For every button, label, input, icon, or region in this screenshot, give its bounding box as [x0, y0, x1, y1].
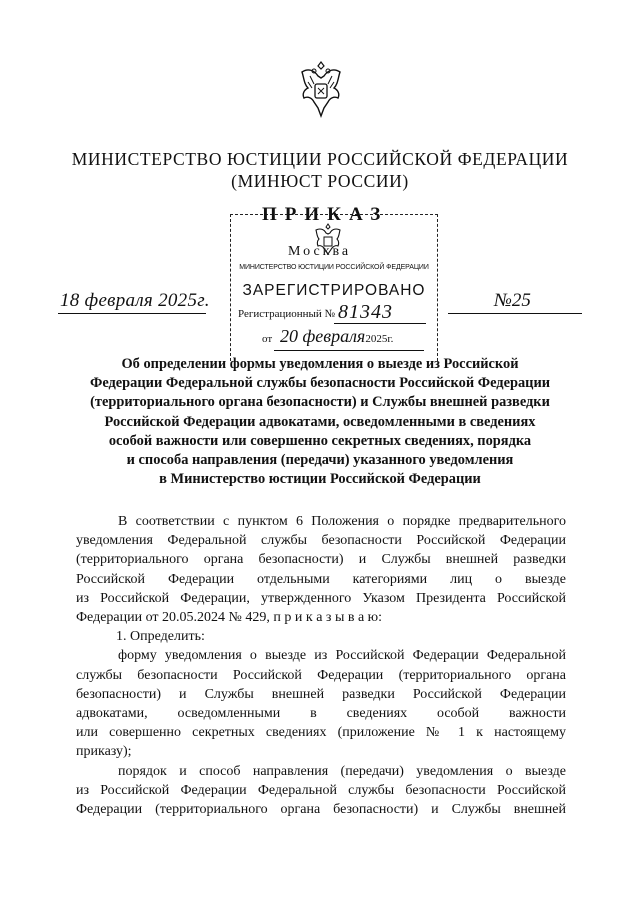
body-line: из Российской Федерации Федеральной службы безопасности Российской [76, 782, 566, 798]
item-heading: 1. Определить: [116, 629, 205, 645]
stamp-status: ЗАРЕГИСТРИРОВАНО [242, 282, 426, 299]
stamp-reg-date-underline [274, 350, 424, 351]
stamp-reg-number-underline [334, 323, 426, 324]
stamp-city: Москва [288, 244, 352, 259]
title-line: Российской Федерации адвокатами, осведомленными в сведениях [104, 413, 536, 430]
body-line: порядок и способ направления (передачи) уведомления о выезде [118, 763, 566, 779]
stamp-reg-label: Регистрационный № [238, 308, 336, 320]
title-line: особой важности или совершенно секретных сведениях, порядка [108, 432, 532, 449]
stamp-ministry: МИНИСТЕРСТВО ЮСТИЦИИ РОССИЙСКОЙ ФЕДЕРАЦИИ [239, 264, 429, 271]
document-type: ПРИКАЗ [262, 204, 389, 225]
order-date: 18 февраля 2025г. [60, 290, 210, 311]
stamp-date-label: от [262, 333, 273, 345]
body-line: приказу); [76, 744, 132, 760]
order-number: №25 [494, 290, 531, 311]
title-line: и способа направления (передачи) указанного уведомления [126, 452, 514, 469]
body-line: (территориального органа безопасности) и Службы внешней разведки [76, 552, 566, 568]
body-line: службы безопасности Российской Федерации (территориального органа [76, 667, 566, 683]
body-line: адвокатами, осведомленными в сведениях особой важности [76, 706, 566, 722]
order-title [60, 355, 580, 489]
order-body [76, 512, 566, 819]
body-line: уведомления Федеральной службы безопасности Российской Федерации [76, 533, 566, 549]
stamp-reg-date [280, 326, 393, 347]
stamp-reg-date-year: 2025г. [365, 333, 394, 345]
title-line: Федерации Федеральной службы безопасности Российской Федерации [89, 375, 551, 392]
title-line: Об определении формы уведомления о выезде из Российской [121, 356, 519, 372]
stamp-reg-number: 81343 [338, 301, 393, 323]
body-line: из Российской Федерации, утвержденного Указом Президента Российской [76, 590, 566, 606]
body-line: Российской Федерации отдельными категориями лиц о выезде [76, 571, 566, 587]
body-line: безопасности) и Службы внешней разведки Российской Федерации [76, 686, 566, 702]
body-line: Федерации от 20.05.2024 № 429, п р и к а з ы в а ю: [76, 610, 383, 626]
coat-of-arms-icon [294, 58, 348, 120]
body-line: В соответствии с пунктом 6 Положения о порядке предварительного [118, 514, 566, 529]
order-date-underline [58, 313, 206, 314]
order-number-underline [448, 313, 582, 314]
ministry-name: МИНИСТЕРСТВО ЮСТИЦИИ РОССИЙСКОЙ ФЕДЕРАЦИИ [71, 149, 569, 169]
stamp-reg-date-day: 20 февраля [280, 326, 366, 346]
title-line: (территориального органа безопасности) и Службы внешней разведки [90, 394, 550, 411]
title-line: в Министерство юстиции Российской Федерации [159, 471, 481, 488]
ministry-short-name: (МИНЮСТ РОССИИ) [231, 171, 409, 191]
body-line: или совершенно секретных сведениях (приложение № 1 к настоящему [76, 725, 566, 741]
body-line: форму уведомления о выезде из Российской Федерации Федеральной [118, 648, 566, 664]
body-line: Федерации (территориального органа безопасности) и Службы внешней [76, 802, 566, 818]
